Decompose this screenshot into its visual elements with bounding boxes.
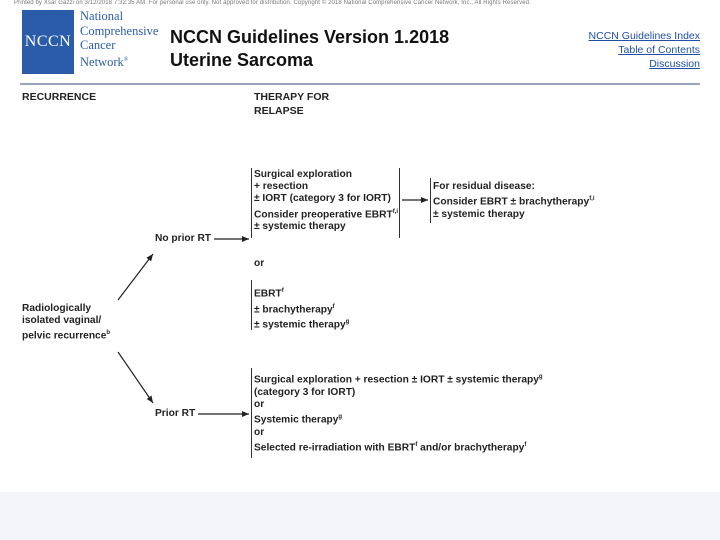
logo-line: Network® xyxy=(80,54,129,69)
therapy-column-heading: THERAPY FOR RELAPSE xyxy=(254,91,330,117)
residual-disease-box: For residual disease: Consider EBRT ± brachytherapy$^{f,i}$ ± systemic therapy xyxy=(433,181,595,220)
nccn-logo: NCCN xyxy=(22,10,74,74)
recurrence-column-heading: RECURRENCE xyxy=(22,91,97,103)
arrow-to-no-prior-rt xyxy=(118,254,153,300)
page-footer-area xyxy=(0,492,720,540)
copyright-banner: Printed by Xsar Gazzi on 3/12/2018 7:32:35 AM. For personal use only. Not approved for distribution. Copyright © 2018 National Comprehensive Cancer Network, Inc., All Rights Reserved. xyxy=(14,0,531,6)
presentation-box: Radiologically isolated vaginal/ pelvic recurrence$^b$ xyxy=(22,303,111,342)
no-prior-rt-surgical-option: Surgical exploration + resection ± IORT (category 3 for IORT) Consider preoperative EBRT$^{f,i}$ ± systemic therapy xyxy=(254,169,399,233)
logo-line: Cancer xyxy=(80,38,116,52)
no-prior-rt-label: No prior RT xyxy=(155,233,212,244)
guideline-subject-title: Uterine Sarcoma xyxy=(170,50,314,70)
registered-mark: ® xyxy=(123,56,129,63)
or-separator: or xyxy=(254,258,265,269)
logo-line: Comprehensive xyxy=(80,23,159,38)
no-prior-rt-ebrt-option: $EBRT^f$ ± brachytherapy$^f$ ± systemic therapy$^g$ xyxy=(254,288,350,331)
table-of-contents-link[interactable]: Table of Contents xyxy=(618,44,700,56)
arrow-to-prior-rt xyxy=(118,352,153,403)
guideline-version-title: NCCN Guidelines Version 1.2018 xyxy=(170,27,450,47)
prior-rt-label: Prior RT xyxy=(155,408,196,419)
discussion-link[interactable]: Discussion xyxy=(649,58,700,70)
guidelines-index-link[interactable]: NCCN Guidelines Index xyxy=(588,30,700,42)
prior-rt-therapy-options: Surgical exploration + resection ± IORT ± systemic therapy$^g$ (category 3 for IORT) or Systemic therapy$^g$ or Selected re-irradiation with EBRT$^f$ and/or brachytherapy$^f$ xyxy=(254,374,543,454)
logo-line: National xyxy=(80,9,124,23)
